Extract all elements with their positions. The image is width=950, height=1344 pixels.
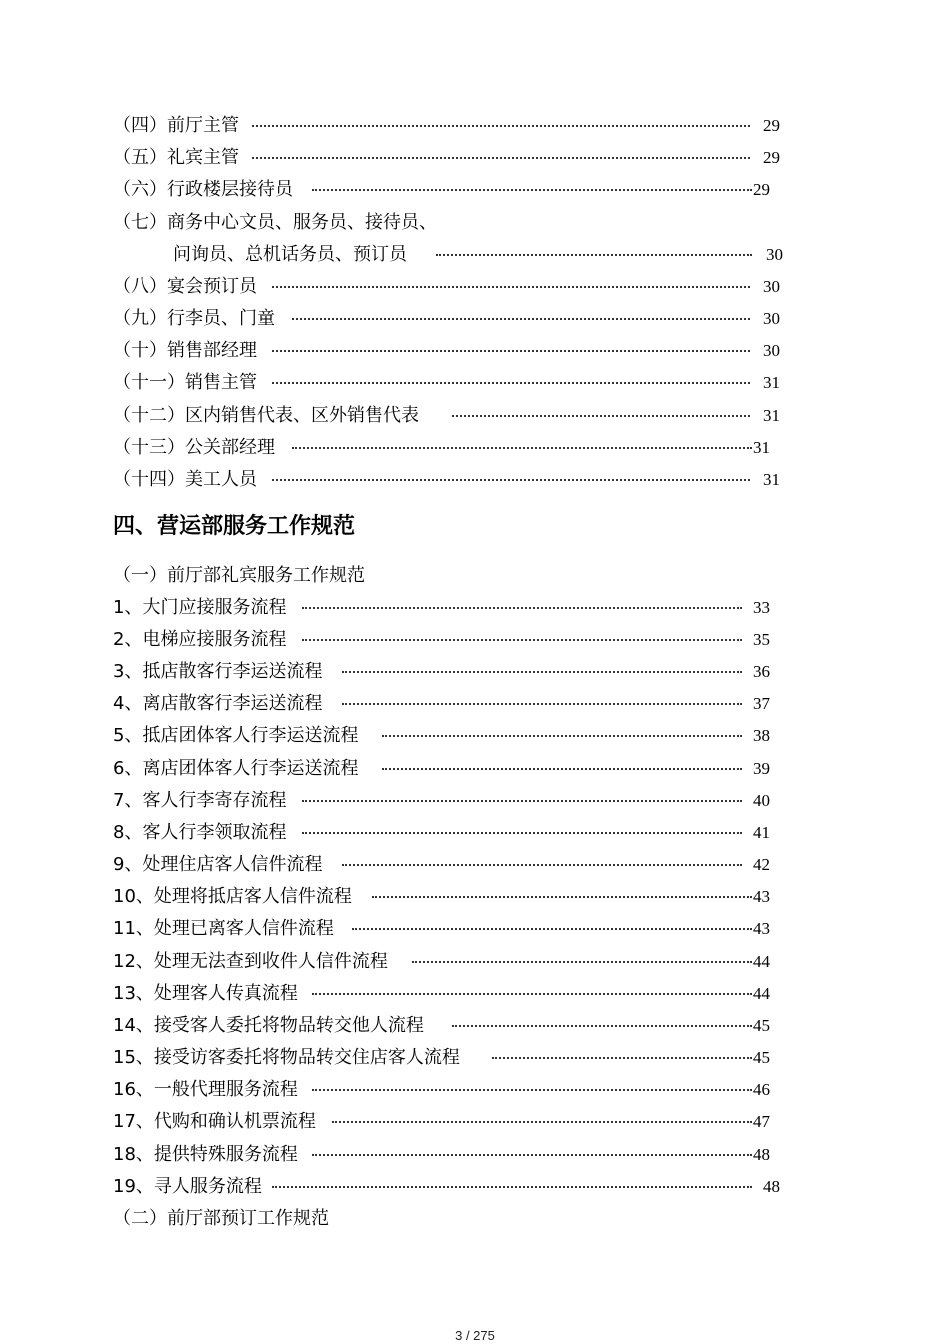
toc-entry-label: 14、接受客人委托将物品转交他人流程: [113, 1015, 424, 1036]
dot-leader: [312, 1154, 752, 1156]
dot-leader: [436, 254, 752, 256]
toc-entry-label: 问询员、总机话务员、预订员: [173, 244, 407, 265]
toc-entry-page: 44: [753, 984, 770, 1003]
toc-entry-page: 30: [763, 341, 780, 360]
dot-leader: [382, 735, 742, 737]
toc-entry-label: 3、抵店散客行李运送流程: [113, 661, 323, 682]
subsection-title-text: （一）前厅部礼宾服务工作规范: [113, 565, 365, 586]
toc-entry-page: 48: [763, 1177, 780, 1196]
dot-leader: [272, 286, 750, 288]
toc-entry-label: （九）行李员、门童: [113, 308, 275, 329]
dot-leader: [302, 832, 742, 834]
page-number-footer: 3 / 275: [455, 1328, 495, 1343]
toc-entry-page: 42: [753, 855, 770, 874]
toc-entry-page: 40: [753, 791, 770, 810]
dot-leader: [252, 157, 750, 159]
dot-leader: [452, 1025, 752, 1027]
toc-entry-label: （十）销售部经理: [113, 340, 257, 361]
dot-leader: [342, 864, 742, 866]
toc-entry-label: （五）礼宾主管: [113, 147, 239, 168]
toc-entry-page: 45: [753, 1048, 770, 1067]
toc-entry-page: 33: [753, 598, 770, 617]
dot-leader: [312, 1089, 752, 1091]
toc-entry-page: 29: [763, 148, 780, 167]
dot-leader: [292, 447, 752, 449]
toc-entry-label: （四）前厅主管: [113, 115, 239, 136]
dot-leader: [272, 350, 750, 352]
toc-entry-label: 7、客人行李寄存流程: [113, 790, 287, 811]
toc-entry-label: 19、寻人服务流程: [113, 1176, 262, 1197]
toc-entry-page: 29: [763, 116, 780, 135]
toc-entry-label: 1、大门应接服务流程: [113, 597, 287, 618]
dot-leader: [302, 607, 742, 609]
toc-entry-label: （十三）公关部经理: [113, 437, 275, 458]
toc-entry-label: 15、接受访客委托将物品转交住店客人流程: [113, 1047, 460, 1068]
toc-entry-label: （十二）区内销售代表、区外销售代表: [113, 405, 419, 426]
toc-entry-label: 9、处理住店客人信件流程: [113, 854, 323, 875]
toc-entry-page: 39: [753, 759, 770, 778]
toc-entry-label: （六）行政楼层接待员: [113, 179, 293, 200]
toc-entry-label: （八）宴会预订员: [113, 276, 257, 297]
toc-entry-page: 43: [753, 887, 770, 906]
toc-entry-label: 6、离店团体客人行李运送流程: [113, 758, 359, 779]
dot-leader: [312, 993, 752, 995]
toc-entry-label: （十一）销售主管: [113, 372, 257, 393]
subsection-title-text: （二）前厅部预订工作规范: [113, 1208, 329, 1229]
toc-entry-page: 43: [753, 919, 770, 938]
dot-leader: [332, 1121, 752, 1123]
toc-entry-page: 29: [753, 180, 770, 199]
toc-entry-label: 8、客人行李领取流程: [113, 822, 287, 843]
toc-entry-page: 45: [753, 1016, 770, 1035]
toc-entry-label: 5、抵店团体客人行李运送流程: [113, 725, 359, 746]
dot-leader: [352, 928, 752, 930]
dot-leader: [272, 382, 750, 384]
toc-entry-label: 10、处理将抵店客人信件流程: [113, 886, 352, 907]
toc-entry-label: （十四）美工人员: [113, 469, 257, 490]
toc-entry-page: 35: [753, 630, 770, 649]
toc-entry-label: 13、处理客人传真流程: [113, 983, 298, 1004]
toc-entry-page: 44: [753, 952, 770, 971]
toc-entry-page: 31: [763, 470, 780, 489]
toc-entry-label: （七）商务中心文员、服务员、接待员、: [113, 212, 437, 233]
dot-leader: [312, 189, 752, 191]
toc-entry-page: 30: [766, 245, 783, 264]
section-heading: 四、营运部服务工作规范: [113, 514, 356, 539]
toc-entry-page: 46: [753, 1080, 770, 1099]
toc-entry-page: 37: [753, 694, 770, 713]
toc-entry-label: 12、处理无法查到收件人信件流程: [113, 951, 388, 972]
toc-entry-label: 16、一般代理服务流程: [113, 1079, 298, 1100]
dot-leader: [452, 415, 750, 417]
dot-leader: [272, 1186, 752, 1188]
toc-entry-page: 38: [753, 726, 770, 745]
dot-leader: [492, 1057, 752, 1059]
toc-entry-page: 31: [763, 406, 780, 425]
toc-entry-label: 18、提供特殊服务流程: [113, 1144, 298, 1165]
dot-leader: [372, 896, 752, 898]
dot-leader: [272, 479, 750, 481]
toc-entry-page: 31: [753, 438, 770, 457]
toc-entry-page: 30: [763, 309, 780, 328]
toc-entry-page: 30: [763, 277, 780, 296]
toc-entry-label: 11、处理已离客人信件流程: [113, 918, 334, 939]
toc-entry-page: 31: [763, 373, 780, 392]
toc-entry-page: 36: [753, 662, 770, 681]
dot-leader: [252, 125, 750, 127]
toc-entry-label: 2、电梯应接服务流程: [113, 629, 287, 650]
toc-entry-page: 48: [753, 1145, 770, 1164]
toc-entry-label: 4、离店散客行李运送流程: [113, 693, 323, 714]
dot-leader: [412, 961, 752, 963]
dot-leader: [302, 639, 742, 641]
dot-leader: [382, 768, 742, 770]
dot-leader: [302, 800, 742, 802]
dot-leader: [342, 671, 742, 673]
toc-entry-page: 47: [753, 1112, 770, 1131]
dot-leader: [342, 703, 742, 705]
dot-leader: [292, 318, 750, 320]
toc-entry-page: 41: [753, 823, 770, 842]
toc-entry-label: 17、代购和确认机票流程: [113, 1111, 316, 1132]
